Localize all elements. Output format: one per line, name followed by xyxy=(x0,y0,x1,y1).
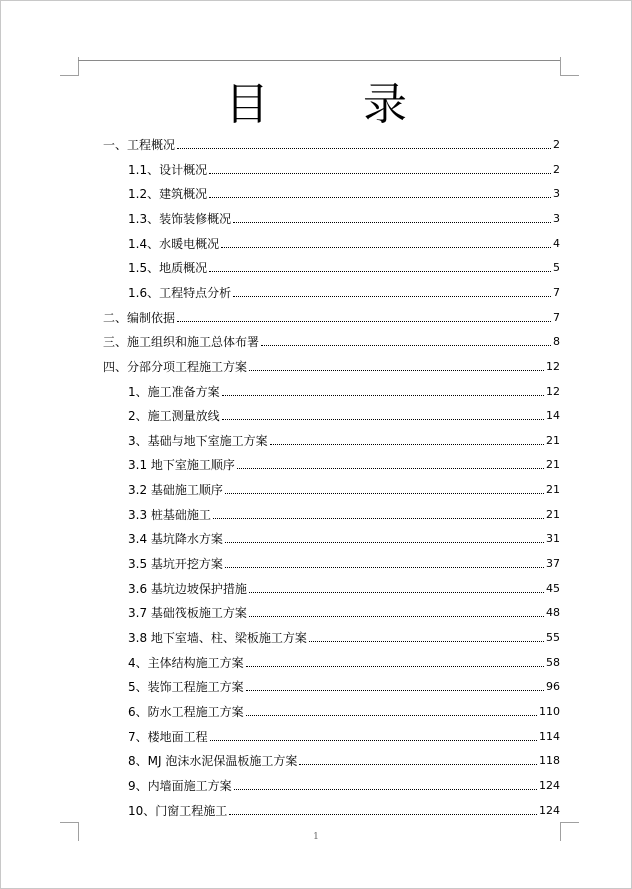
toc-entry-label: 3.5 基坑开挖方案 xyxy=(128,557,223,572)
toc-entry-page: 2 xyxy=(553,162,560,176)
toc-entry-label: 3.3 桩基础施工 xyxy=(128,507,211,522)
toc-entry[interactable] xyxy=(128,746,560,768)
toc-entry-page: 45 xyxy=(546,581,560,595)
toc-dot-leader xyxy=(229,814,537,815)
toc-entry-page: 3 xyxy=(553,187,560,201)
toc-entry-label: 9、内墙面施工方案 xyxy=(128,778,232,793)
toc-entry-page: 3 xyxy=(553,211,560,225)
toc-entry-page: 37 xyxy=(546,557,560,571)
toc-entry[interactable] xyxy=(128,401,560,423)
toc-entry-label: 8、MJ 泡沫水泥保温板施工方案 xyxy=(128,754,298,769)
toc-entry-label: 10、门窗工程施工 xyxy=(128,803,228,818)
toc-dot-leader xyxy=(209,271,551,272)
toc-dot-leader xyxy=(246,715,537,716)
toc-entry-page: 21 xyxy=(546,483,560,497)
toc-dot-leader xyxy=(225,542,544,543)
toc-entry-label: 5、装饰工程施工方案 xyxy=(128,680,244,695)
header-rule xyxy=(78,60,560,61)
toc-dot-leader xyxy=(221,247,551,248)
toc-dot-leader xyxy=(225,567,544,568)
toc-dot-leader xyxy=(177,321,551,322)
toc-entry-page: 7 xyxy=(553,285,560,299)
toc-entry-page: 124 xyxy=(539,803,560,817)
toc-entry-page: 21 xyxy=(546,458,560,472)
toc-entry[interactable] xyxy=(128,475,560,497)
toc-dot-leader xyxy=(299,764,537,765)
toc-entry[interactable] xyxy=(103,327,560,349)
toc-entry-page: 110 xyxy=(539,704,560,718)
toc-dot-leader xyxy=(246,690,544,691)
toc-dot-leader xyxy=(270,444,544,445)
toc-dot-leader xyxy=(209,173,551,174)
toc-entry-page: 7 xyxy=(553,310,560,324)
toc-entry[interactable] xyxy=(128,500,560,522)
toc-dot-leader xyxy=(249,616,544,617)
toc-entry-label: 四、分部分项工程施工方案 xyxy=(103,359,248,374)
toc-entry[interactable] xyxy=(128,623,560,645)
toc-entry[interactable] xyxy=(128,377,560,399)
toc-entry-label: 3.6 基坑边坡保护措施 xyxy=(128,581,247,596)
toc-entry[interactable] xyxy=(128,450,560,472)
toc-entry-label: 1、施工准备方案 xyxy=(128,384,220,399)
toc-entry[interactable] xyxy=(103,303,560,325)
toc-entry-page: 21 xyxy=(546,433,560,447)
toc-entry-page: 4 xyxy=(553,236,560,250)
toc-dot-leader xyxy=(234,789,537,790)
toc-entry-label: 3、基础与地下室施工方案 xyxy=(128,433,268,448)
toc-entry-label: 3.1 地下室施工顺序 xyxy=(128,458,235,473)
toc-entry-label: 3.7 基础筏板施工方案 xyxy=(128,606,247,621)
toc-entry-page: 31 xyxy=(546,532,560,546)
toc-entry-label: 3.2 基础施工顺序 xyxy=(128,483,223,498)
toc-entry-label: 1.2、建筑概况 xyxy=(128,187,208,202)
toc-entry-label: 4、主体结构施工方案 xyxy=(128,655,244,670)
toc-entry[interactable] xyxy=(128,648,560,670)
toc-entry-label: 一、工程概况 xyxy=(103,138,176,152)
toc-dot-leader xyxy=(249,592,544,593)
toc-dot-leader xyxy=(309,641,544,642)
toc-entry-page: 14 xyxy=(546,409,560,423)
toc-entry[interactable] xyxy=(128,204,560,226)
toc-entry-page: 21 xyxy=(546,507,560,521)
toc-entry[interactable] xyxy=(128,598,560,620)
toc-dot-leader xyxy=(246,666,544,667)
toc-entry-page: 114 xyxy=(539,729,560,743)
toc-dot-leader xyxy=(177,148,551,149)
crop-mark-top-right xyxy=(560,57,579,76)
toc-entry[interactable] xyxy=(128,253,560,275)
toc-entry-label: 3.8 地下室墙、柱、梁板施工方案 xyxy=(128,631,307,645)
toc-entry-label: 1.4、水暖电概况 xyxy=(128,236,220,251)
toc-entry[interactable] xyxy=(103,130,560,152)
toc-entry[interactable] xyxy=(128,229,560,251)
toc-entry-page: 2 xyxy=(553,138,560,151)
toc-entry-page: 55 xyxy=(546,631,560,644)
toc-entry-page: 96 xyxy=(546,680,560,694)
toc-dot-leader xyxy=(249,370,544,371)
toc-dot-leader xyxy=(222,395,544,396)
toc-entry-label: 1.3、装饰装修概况 xyxy=(128,211,232,226)
toc-entry[interactable] xyxy=(128,697,560,719)
toc-dot-leader xyxy=(213,518,544,519)
toc-dot-leader xyxy=(210,740,537,741)
page-number: 1 xyxy=(313,832,319,842)
toc-entry[interactable] xyxy=(128,771,560,793)
toc-entry[interactable] xyxy=(128,278,560,300)
toc-entry-label: 三、施工组织和施工总体布署 xyxy=(103,335,260,350)
toc-entry[interactable] xyxy=(128,574,560,596)
toc-dot-leader xyxy=(225,493,544,494)
toc-entry-page: 58 xyxy=(546,655,560,669)
toc-entry[interactable] xyxy=(128,672,560,694)
toc-dot-leader xyxy=(261,345,551,346)
toc-entry-page: 8 xyxy=(553,335,560,349)
toc-entry[interactable] xyxy=(128,179,560,201)
toc-entry[interactable] xyxy=(128,549,560,571)
toc-entry[interactable] xyxy=(128,722,560,744)
toc-dot-leader xyxy=(233,296,551,297)
toc-entry-label: 2、施工测量放线 xyxy=(128,409,220,424)
toc-dot-leader xyxy=(233,222,551,223)
toc-entry-page: 118 xyxy=(539,754,560,768)
toc-entry-page: 124 xyxy=(539,778,560,792)
toc-entry[interactable] xyxy=(128,155,560,177)
toc-entry-page: 48 xyxy=(546,606,560,620)
toc-entry-label: 6、防水工程施工方案 xyxy=(128,704,244,719)
toc-entry-label: 7、楼地面工程 xyxy=(128,729,208,744)
toc-entry-page: 12 xyxy=(546,384,560,398)
toc-entry[interactable] xyxy=(128,796,560,818)
toc-entry-page: 5 xyxy=(553,261,560,275)
toc-dot-leader xyxy=(237,468,544,469)
toc-dot-leader xyxy=(222,419,544,420)
toc-entry[interactable] xyxy=(128,426,560,448)
toc-entry-label: 3.4 基坑降水方案 xyxy=(128,532,223,547)
page-title: 目 录 xyxy=(225,79,447,130)
toc-entry-label: 1.6、工程特点分析 xyxy=(128,285,232,300)
toc-entry-label: 1.1、设计概况 xyxy=(128,162,208,177)
toc-entry-label: 二、编制依据 xyxy=(103,310,176,325)
toc-entry-label: 1.5、地质概况 xyxy=(128,261,208,276)
toc-entry[interactable] xyxy=(103,352,560,374)
toc-entry[interactable] xyxy=(128,524,560,546)
crop-mark-top-left xyxy=(60,57,79,76)
toc-entry-page: 12 xyxy=(546,359,560,373)
toc-dot-leader xyxy=(209,197,551,198)
